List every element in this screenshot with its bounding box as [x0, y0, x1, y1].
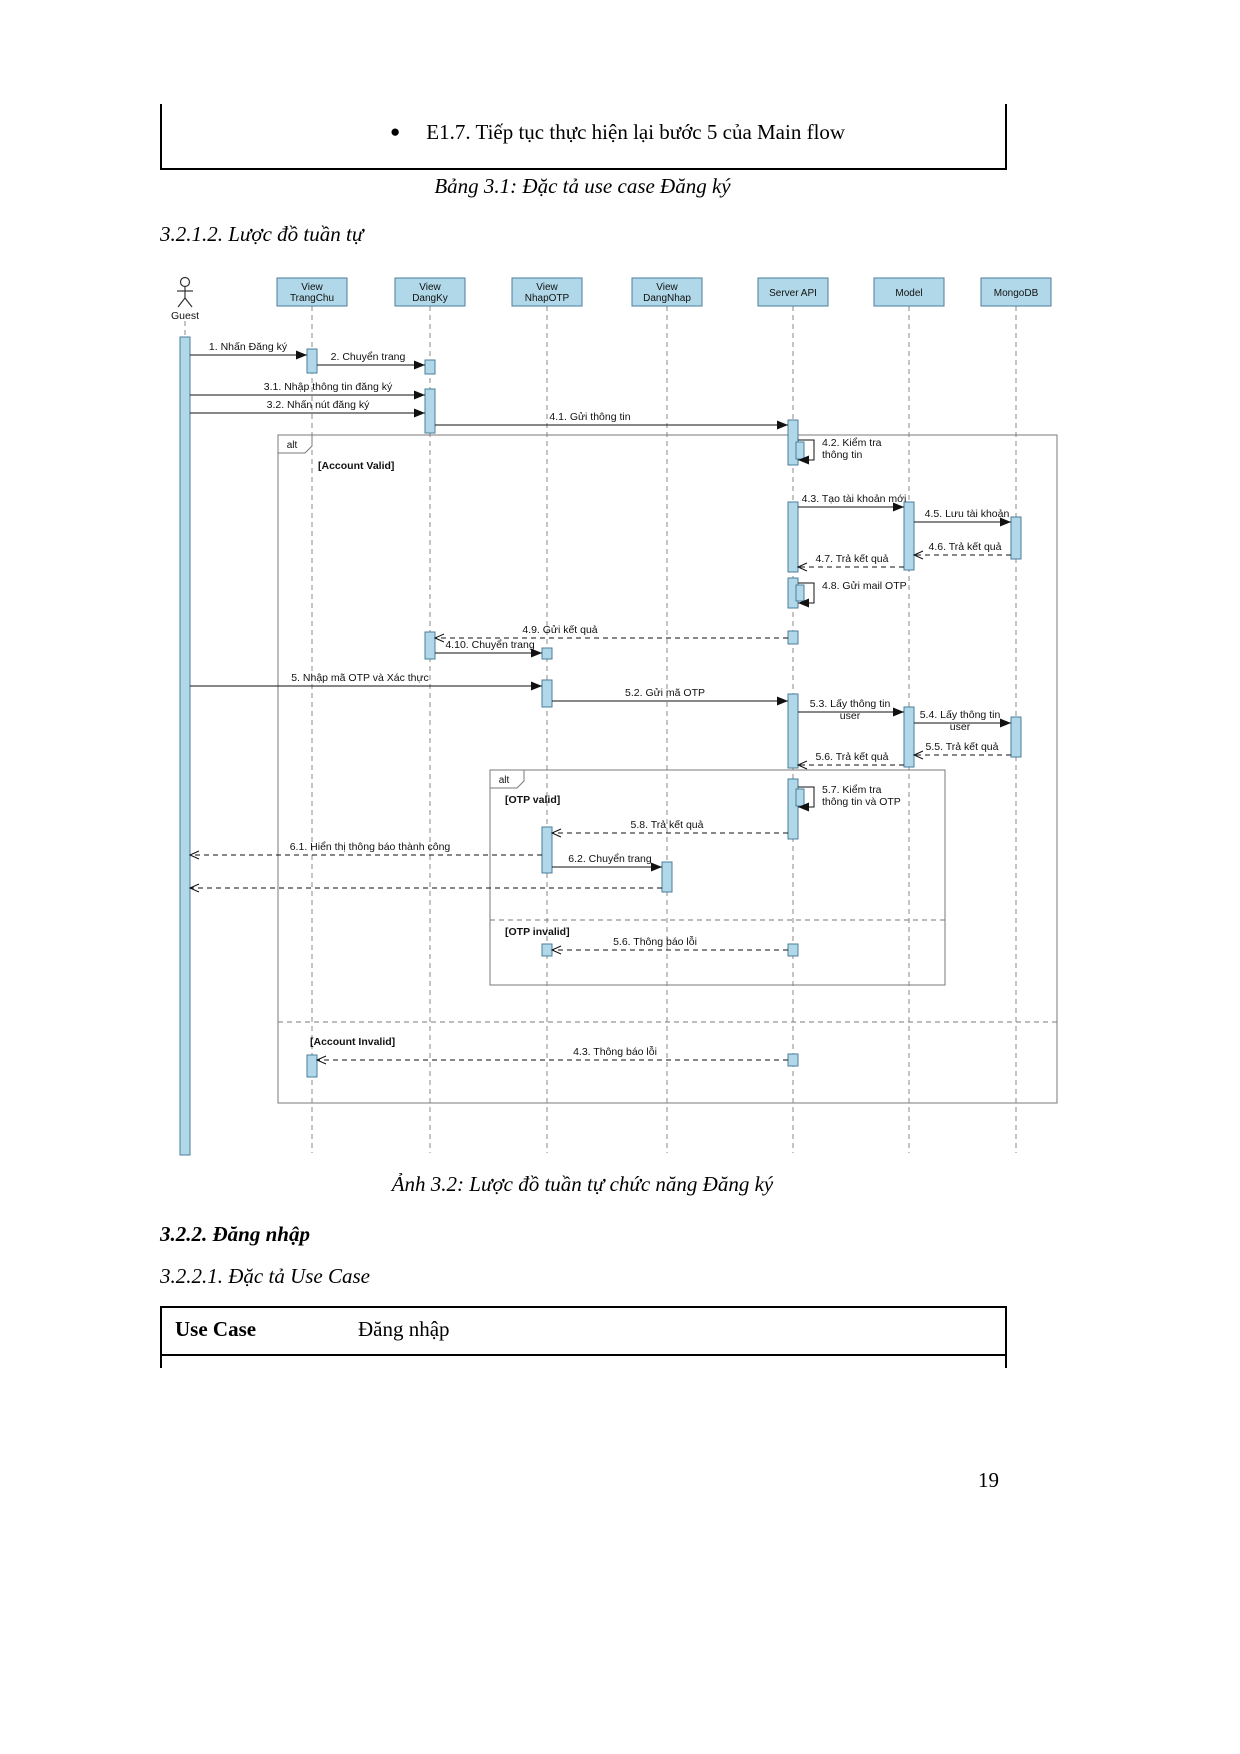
lifeline-title: TrangChu: [289, 293, 335, 304]
frame-tag: alt: [498, 775, 510, 786]
message-label: 6.1. Hiển thị thông báo thành công: [289, 841, 451, 853]
activation-bar: [788, 694, 798, 768]
guard-label: [Account Invalid]: [310, 1036, 396, 1048]
message: [552, 935, 788, 950]
message: [317, 351, 425, 365]
lifeline-head-mongodb: [981, 278, 1051, 306]
activation-bar: [796, 789, 804, 806]
activation-bar: [662, 862, 672, 892]
use-case-value: Đăng nhập: [358, 1317, 450, 1341]
lifeline-head-model: [874, 278, 944, 306]
actor-icon: [181, 278, 190, 287]
message-label: 5.2. Gửi mã OTP: [625, 687, 705, 699]
guard-label: [Account Valid]: [318, 460, 395, 472]
message-label: user: [839, 710, 861, 722]
message-label: 4.5. Lưu tài khoản: [924, 508, 1010, 520]
message-label: user: [949, 721, 971, 733]
use-case-table-fragment: [160, 104, 1007, 170]
activation-bar: [180, 337, 190, 1155]
message-label: 5.6. Thông báo lỗi: [613, 936, 697, 948]
message: [798, 698, 904, 722]
message: [914, 709, 1011, 733]
message-label: 4.1. Gửi thông tin: [549, 411, 631, 423]
message: [798, 553, 904, 567]
table-row: [162, 1308, 1005, 1356]
message: [914, 741, 1011, 755]
section-heading-sequence: 3.2.1.2. Lược đồ tuần tự: [160, 222, 364, 246]
activation-bar: [542, 827, 552, 873]
actor-label: Guest: [170, 310, 200, 322]
page-number: 19: [978, 1468, 999, 1492]
message-label: 5. Nhập mã OTP và Xác thực: [291, 672, 429, 684]
message-label: 5.5. Trả kết quả: [925, 741, 999, 753]
message-label: 4.6. Trả kết quả: [928, 541, 1002, 553]
message-label: 4.8. Gửi mail OTP: [822, 580, 907, 592]
activation-bar: [796, 442, 804, 459]
message: [798, 437, 882, 461]
message-label: 4.2. Kiểm tra: [822, 437, 882, 449]
message-label: 3.2. Nhấn nút đăng ký: [266, 399, 370, 411]
guard-label: [OTP valid]: [505, 794, 561, 806]
activation-bar: [788, 502, 798, 572]
activation-bar: [542, 944, 552, 956]
exception-flow-text: E1.7. Tiếp tục thực hiện lại bước 5 của Main flow: [426, 120, 846, 144]
message-label: 5.6. Trả kết quả: [815, 751, 889, 763]
message: [798, 784, 901, 808]
message-label: 4.3. Tạo tài khoản mới: [801, 493, 907, 505]
message: [435, 624, 788, 638]
use-case-label: Use Case: [175, 1317, 257, 1341]
message-label: 2. Chuyển trang: [330, 351, 406, 363]
login-use-case-table: [160, 1306, 1007, 1368]
activation-bar: [904, 707, 914, 767]
section-heading-usecase-spec: 3.2.2.1. Đặc tả Use Case: [160, 1264, 370, 1288]
lifeline-head-nhapotp: [512, 278, 582, 306]
activation-bar: [542, 648, 552, 659]
message: [190, 399, 425, 413]
message: [190, 381, 425, 395]
sequence-diagram: [160, 265, 1060, 1165]
message-label: 4.3. Thông báo lỗi: [573, 1046, 657, 1058]
message: [798, 751, 904, 765]
activation-bar: [796, 585, 804, 601]
guard-label: [OTP invalid]: [505, 926, 570, 938]
message: [552, 853, 662, 867]
lifeline-title: NhapOTP: [524, 293, 570, 304]
message-label: 4.10. Chuyển trang: [445, 639, 535, 651]
message-label: 3.1. Nhập thông tin đăng ký: [263, 381, 393, 393]
activation-bar: [1011, 717, 1021, 757]
message: [914, 508, 1011, 522]
lifeline-title: View: [301, 282, 323, 293]
bullet-marker: ●: [390, 122, 401, 141]
message-label: 5.7. Kiểm tra: [822, 784, 882, 796]
message-label: 4.7. Trả kết quả: [815, 553, 889, 565]
activation-bar: [788, 631, 798, 644]
message-label: 4.9. Gửi kết quả: [522, 624, 598, 636]
activation-bar: [425, 632, 435, 659]
message: [552, 819, 788, 833]
activation-bar: [788, 779, 798, 839]
lifeline-title: View: [536, 282, 558, 293]
message: [190, 341, 307, 355]
message-label: 5.4. Lấy thông tin: [919, 709, 1001, 721]
message: [798, 493, 906, 507]
lifeline-title: DangKy: [412, 293, 448, 304]
lifeline-title: MongoDB: [993, 288, 1039, 299]
message-label: 6.2. Chuyển trang: [568, 853, 652, 865]
message: [435, 411, 788, 425]
lifeline-head-dangnhap: [632, 278, 702, 306]
message-label: 1. Nhấn Đăng ký: [208, 341, 288, 353]
activation-bar: [904, 502, 914, 570]
lifeline-head-trangchu: [277, 278, 347, 306]
lifeline-head-dangky: [395, 278, 465, 306]
activation-bar: [542, 680, 552, 707]
message: [190, 841, 542, 855]
message: [190, 672, 542, 686]
activation-bar: [307, 1055, 317, 1077]
lifeline-title: View: [419, 282, 441, 293]
message: [798, 580, 907, 603]
lifeline-title: Model: [895, 288, 923, 299]
activation-bar: [425, 360, 435, 374]
message-label: thông tin và OTP: [822, 796, 901, 808]
lifeline-title: View: [656, 282, 678, 293]
activation-bar: [425, 389, 435, 433]
activation-bar: [788, 944, 798, 956]
exception-flow-row: [390, 120, 845, 145]
message-label: thông tin: [822, 449, 863, 461]
activation-bar: [1011, 517, 1021, 559]
figure-caption: Ảnh 3.2: Lược đồ tuần tự chức năng Đăng ký: [391, 1172, 774, 1196]
section-heading-login: 3.2.2. Đăng nhập: [160, 1222, 310, 1246]
message: [552, 687, 788, 701]
message: [435, 639, 542, 653]
table-caption: Bảng 3.1: Đặc tả use case Đăng ký: [434, 174, 731, 198]
lifeline-title: Server API: [769, 288, 817, 299]
message-label: 5.3. Lấy thông tin: [809, 698, 891, 710]
lifeline-title: DangNhap: [643, 293, 691, 304]
activation-bar: [788, 1054, 798, 1066]
activation-bar: [307, 349, 317, 373]
message-label: 5.8. Trả kết quả: [630, 819, 704, 831]
lifeline-head-server: [758, 278, 828, 306]
frame-tag: alt: [286, 440, 298, 451]
message: [914, 541, 1011, 555]
